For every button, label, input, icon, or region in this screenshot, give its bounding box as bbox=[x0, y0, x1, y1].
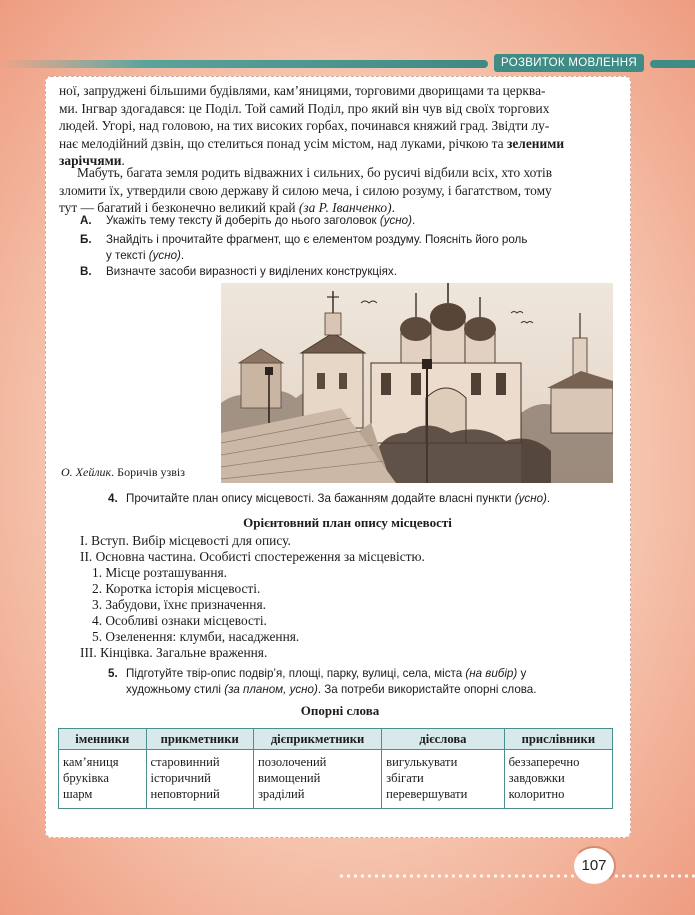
highlight-bold: зеленими bbox=[506, 135, 565, 151]
task-c: В. Визначте засоби виразності у виділених конструкціях. bbox=[80, 265, 397, 278]
text-line: ної, запруджені більшими будівлями, кам’яницями, торговими дворищами та церква- bbox=[59, 83, 546, 98]
word: історичний bbox=[150, 771, 211, 785]
section-label: РОЗВИТОК МОВЛЕННЯ bbox=[494, 54, 644, 72]
header-stripe-left bbox=[0, 60, 488, 68]
word: зраділий bbox=[257, 787, 305, 801]
column-header: дієприкметники bbox=[253, 729, 381, 750]
caption-author: О. Хейлик bbox=[61, 465, 112, 479]
task-number: 4. bbox=[108, 492, 118, 505]
table-cell bbox=[382, 750, 505, 809]
column-header: дієслова bbox=[382, 729, 505, 750]
reference-words-title: Опорні слова bbox=[300, 703, 380, 718]
caption-title: . Боричів узвіз bbox=[111, 465, 185, 479]
plan-item: І. Вступ. Вибір місцевості для опису. bbox=[80, 533, 291, 548]
word: вимощений bbox=[257, 771, 321, 785]
task-letter: Б. bbox=[80, 233, 92, 246]
paragraph-2 bbox=[59, 164, 614, 217]
table-cell bbox=[146, 750, 253, 809]
text-line: тут — багатий і безконечно великий край (за Р. Іванченко). bbox=[59, 200, 395, 216]
footer-dots bbox=[613, 873, 695, 879]
text-line: нає мелодійний дзвін, що стелиться понад усім містом, над луками, річкою та зеленими bbox=[59, 135, 565, 151]
table-cell bbox=[253, 750, 381, 809]
plan-item: ІІ. Основна частина. Особисті спостереження за місцевістю. bbox=[80, 549, 425, 564]
column-header: іменники bbox=[59, 729, 147, 750]
word: неповторний bbox=[150, 787, 220, 801]
table-header-row bbox=[59, 729, 613, 750]
word: шарм bbox=[63, 787, 93, 801]
word: бруківка bbox=[63, 771, 109, 785]
column-header: прислівники bbox=[504, 729, 612, 750]
illustration-borychiv-uzviz bbox=[221, 283, 613, 483]
word: завдовжки bbox=[508, 771, 565, 785]
highlight-bold: заріччями bbox=[59, 153, 122, 169]
plan-item: 2. Коротка історія місцевості. bbox=[92, 581, 261, 596]
header-stripe-right bbox=[650, 60, 695, 68]
plan-item: 1. Місце розташування. bbox=[92, 565, 227, 580]
paragraph-1 bbox=[59, 82, 614, 170]
table-cell bbox=[504, 750, 612, 809]
plan-item: ІІІ. Кінцівка. Загальне враження. bbox=[80, 645, 268, 660]
footer-dots bbox=[338, 873, 578, 879]
task-letter: А. bbox=[80, 214, 92, 227]
column-header: прикметники bbox=[146, 729, 253, 750]
table-cell bbox=[59, 750, 147, 809]
task-4: 4. Прочитайте план опису місцевості. За бажанням додайте власні пункти (усно). bbox=[108, 492, 551, 505]
task-letter: В. bbox=[80, 265, 92, 278]
reference-words-table bbox=[58, 728, 613, 809]
task-a: А. Укажіть тему тексту й доберіть до нього заголовок (усно). bbox=[80, 214, 416, 227]
plan-item: 5. Озеленення: клумби, насадження. bbox=[92, 629, 300, 644]
table-row bbox=[59, 750, 613, 809]
image-caption bbox=[61, 465, 185, 480]
text-line: людей. Угорі, над головою, на тих високих горбах, починався княжий град. Звідти лу- bbox=[59, 118, 550, 134]
word: вигулькувати bbox=[386, 755, 458, 769]
text-line: Мабуть, багата земля родить відважних і сильних, бо русичі відбили всіх, хто хотів bbox=[77, 165, 553, 180]
word: колоритно bbox=[508, 787, 565, 801]
task-5: 5. Підготуйте твір-опис подвір’я, площі, парку, вулиці, села, міста (на вибір) у художньому стилі (за планом, усно). За потреби використайте опорні слова. bbox=[108, 667, 537, 696]
source-citation: (за Р. Іванченко) bbox=[298, 200, 392, 216]
word: старовинний bbox=[150, 755, 220, 769]
text-line: зломити їх, утвердили свою державу й силою меча, і силою розуму, і багатством, тому bbox=[59, 182, 552, 198]
text-line: заріччями. bbox=[59, 153, 125, 169]
word: кам’яниця bbox=[63, 755, 119, 769]
plan-title: Орієнтовний план опису місцевості bbox=[243, 515, 452, 530]
page-number: 107 bbox=[574, 848, 614, 884]
word: збігати bbox=[386, 771, 424, 785]
task-b: Б. Знайдіть і прочитайте фрагмент, що є елементом роздуму. Поясніть його роль у тексті (усно). bbox=[80, 233, 528, 262]
word: позолочений bbox=[257, 755, 327, 769]
text-line: ми. Інгвар здогадався: це Поділ. Той самий Поділ, про який він чув від своїх торгових bbox=[59, 100, 550, 116]
word: перевершувати bbox=[386, 787, 468, 801]
plan-item: 4. Особливі ознаки місцевості. bbox=[92, 613, 267, 628]
word: беззаперечно bbox=[508, 755, 580, 769]
task-number: 5. bbox=[108, 667, 118, 680]
church-sketch-image bbox=[221, 283, 613, 483]
plan-item: 3. Забудови, їхнє призначення. bbox=[92, 597, 266, 612]
